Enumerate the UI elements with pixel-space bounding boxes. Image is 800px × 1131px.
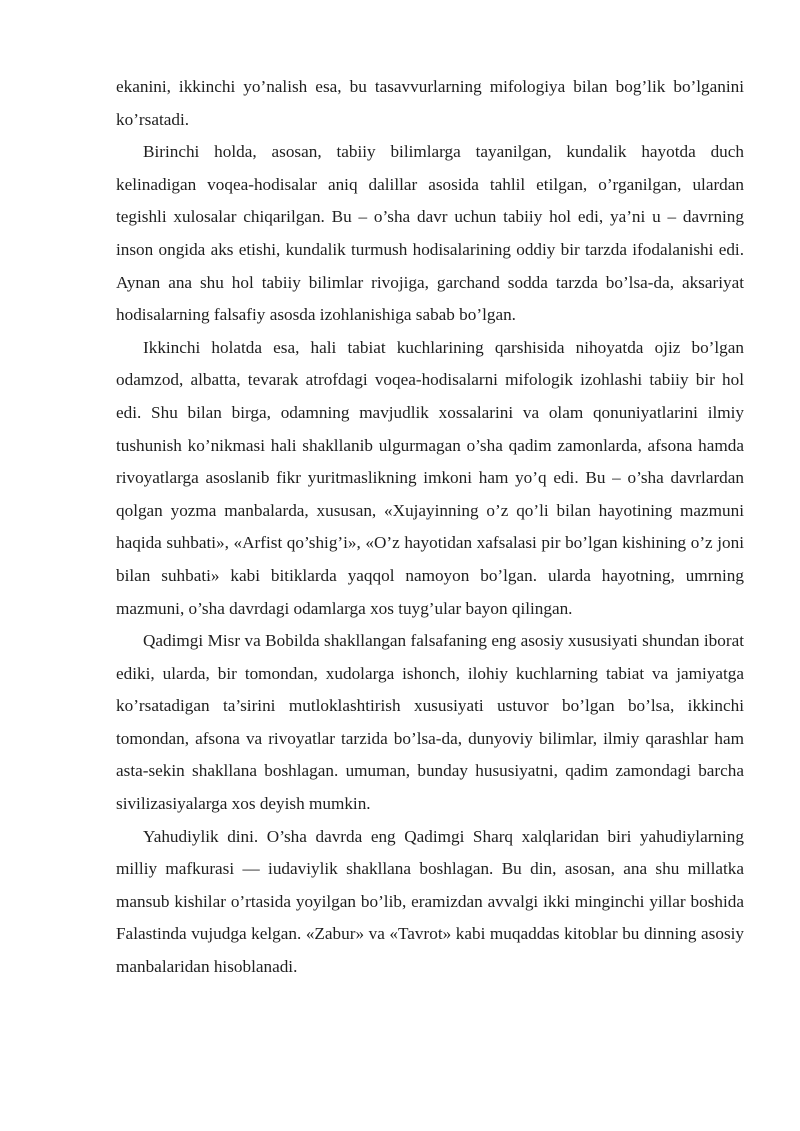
document-body: [116, 71, 744, 984]
paragraph-egypt-babylon: Qadimgi Misr va Bobilda shakllangan falsafaning eng asosiy xususiyati shundan iborat ediki, ularda, bir tomondan, xudolarga ishonch, ilohiy kuchlarning tabiat va jamiyatga ko’rsatadigan ta’sirini mutloklashtirish xususiyati ustuvor bo’lgan bo’lsa, ikkinchi tomondan, afsona va rivoyatlar tarzida bo’lsa-da, dunyoviy bilimlar, ilmiy qarashlar ham asta-sekin shakllana boshlagan. umuman, bunday hususiyatni, qadim zamondagi barcha sivilizasiyalarga xos deyish mumkin.: [116, 631, 744, 814]
paragraph-first-case: Birinchi holda, asosan, tabiiy bilimlarga tayanilgan, kundalik hayotda duch kelinadigan voqea-hodisalar aniq dalillar asosida tahlil etilgan, o’rganilgan, ulardan tegishli xulosalar chiqarilgan. Bu – o’sha davr uchun tabiiy hol edi, ya’ni u – davrning inson ongida aks etishi, kundalik turmush hodisalarining oddiy bir tarzda ifodalanishi edi. Aynan ana shu hol tabiiy bilimlar rivojiga, garchand sodda tarzda bo’lsa-da, aksariyat hodisalarning falsafiy asosda izohlanishiga sabab bo’lgan.: [116, 142, 744, 325]
paragraph-second-case: Ikkinchi holatda esa, hali tabiat kuchlarining qarshisida nihoyatda ojiz bo’lgan odamzod, albatta, tevarak atrofdagi voqea-hodisalarni mifologik izohlashi tabiiy bir hol edi. Shu bilan birga, odamning mavjudlik xossalarini va olam qonuniyatlarini ilmiy tushunish ko’nikmasi hali shakllanib ulgurmagan o’sha qadim zamonlarda, afsona hamda rivoyatlarga asoslanib fikr yuritmaslikning imkoni ham yo’q edi. Bu – o’sha davrlardan qolgan yozma manbalarda, xususan, «Xujayinning o’z qo’li bilan hayotining mazmuni haqida suhbati», «Arfist qo’shig’i», «O’z hayotidan xafsalasi pir bo’lgan kishining o’z joni bilan suhbati» kabi bitiklarda yaqqol namoyon bo’lgan. ularda hayotning, umrning mazmuni, o’sha davrdagi odamlarga xos tuyg’ular bayon qilingan.: [116, 337, 744, 618]
paragraph-judaism: Yahudiylik dini. O’sha davrda eng Qadimgi Sharq xalqlaridan biri yahudiylarning milliy mafkurasi — iudaviylik shakllana boshlagan. Bu din, asosan, ana shu millatka mansub kishilar o’rtasida yoyilgan bo’lib, eramizdan avvalgi ikki minginchi yillar boshida Falastinda vujudga kelgan. «Zabur» va «Tavrot» kabi muqaddas kitoblar bu dinning asosiy manbalaridan hisoblanadi.: [116, 826, 744, 977]
paragraph-continuation: ekanini, ikkinchi yo’nalish esa, bu tasavvurlarning mifologiya bilan bog’lik bo’lganini ko’rsatadi.: [116, 77, 744, 129]
